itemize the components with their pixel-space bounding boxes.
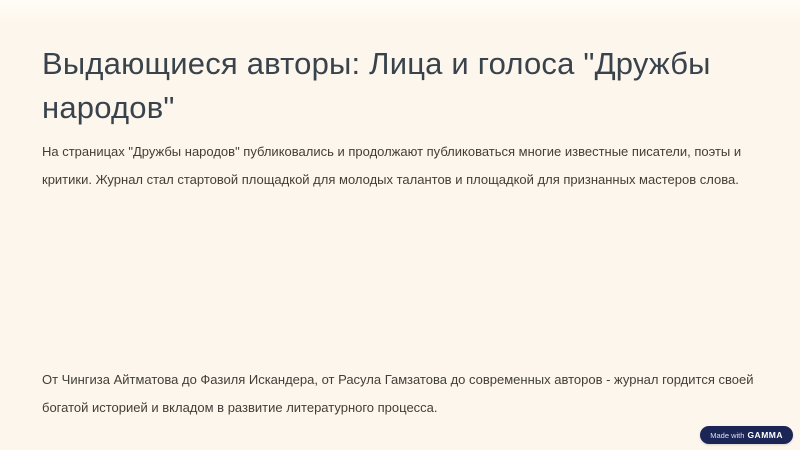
page-title: Выдающиеся авторы: Лица и голоса "Дружбы народов" [42, 46, 711, 125]
badge-brand-label: GAMMA [747, 430, 783, 440]
closing-paragraph: От Чингиза Айтматова до Фазиля Искандера, от Расула Гамзатова до современных авторов - журнал гордится своей богатой историей и вкладом в развитие литературного процесса. [42, 372, 754, 415]
intro-paragraph: На страницах "Дружбы народов" публиковались и продолжают публиковаться многие известные писатели, поэты и критики. Журнал стал стартовой площадкой для молодых талантов и площадкой для признанных мастеров слова. [42, 144, 742, 187]
made-with-gamma-badge[interactable] [700, 426, 793, 444]
badge-prefix-label: Made with [710, 430, 745, 440]
